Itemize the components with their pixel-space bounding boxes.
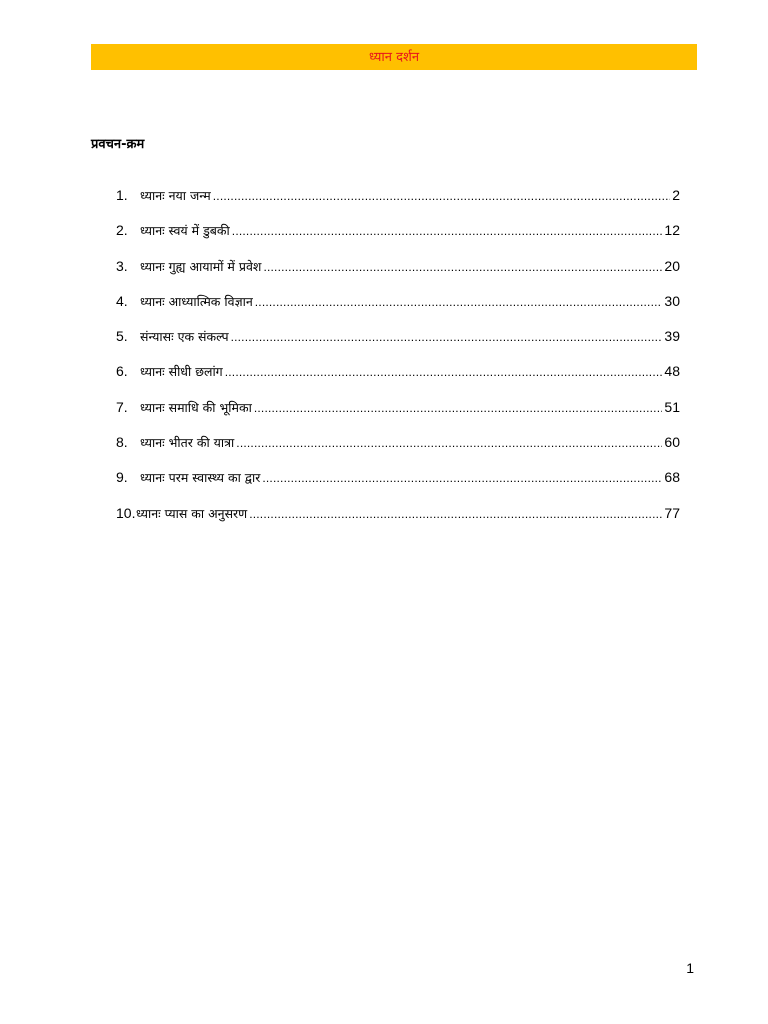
toc-entry-page: 51 [664,398,680,415]
toc-dot-leader [255,291,663,313]
document-title: ध्यान दर्शन [368,49,420,65]
page-number: 1 [686,960,694,976]
toc-entry-page: 68 [664,469,680,486]
toc-entry-number: 7. [116,398,128,415]
toc-dot-leader [231,326,663,348]
toc-entry[interactable] [116,219,680,254]
toc-entry-number: 8. [116,434,128,451]
toc-dot-leader [263,256,662,278]
toc-entry-title: ध्यानः गुह्य आयामों में प्रवेश [140,258,262,274]
toc-entry-title: संन्यासः एक संकल्प [140,329,229,345]
toc-dot-leader [213,185,670,207]
toc-entry-number: 3. [116,257,128,274]
toc-entry[interactable] [116,290,680,325]
toc-entry-number: 10. [116,504,136,521]
toc-entry-page: 30 [664,292,680,309]
toc-entry-page: 48 [664,363,680,380]
toc-entry-number: 2. [116,222,128,239]
toc-entry-title: ध्यानः स्वयं में डुबकी [140,223,230,239]
toc-entry-number: 5. [116,328,128,345]
toc-dot-leader [254,397,663,419]
toc-entry-page: 39 [664,328,680,345]
toc-entry-number: 4. [116,292,128,309]
toc-entry-title: ध्यानः नया जन्म [140,188,211,203]
toc-entry[interactable] [116,396,680,431]
toc-dot-leader [232,220,663,242]
table-of-contents [116,184,680,537]
toc-entry[interactable] [116,466,680,501]
toc-dot-leader [225,361,663,383]
toc-entry-title: ध्यानः आध्यात्मिक विज्ञान [140,293,253,309]
toc-dot-leader [236,432,662,454]
toc-entry[interactable] [116,325,680,360]
toc-dot-leader [249,503,662,525]
toc-entry[interactable] [116,184,680,219]
toc-entry[interactable] [116,360,680,395]
toc-entry-title: ध्यानः भीतर की यात्रा [140,435,235,451]
toc-entry-page: 20 [664,257,680,274]
toc-entry[interactable] [116,255,680,290]
toc-entry-number: 9. [116,469,128,486]
toc-dot-leader [262,467,662,489]
section-heading: प्रवचन-क्रम [91,137,145,152]
toc-entry-title: ध्यानः परम स्वास्थ्य का द्वार [140,470,261,486]
toc-entry-page: 60 [664,434,680,451]
toc-entry-number: 6. [116,363,128,380]
toc-entry-page: 77 [664,504,680,521]
header-bar [91,44,697,70]
toc-entry-page: 12 [664,222,680,239]
toc-entry-title: ध्यानः समाधि की भूमिका [140,399,252,415]
toc-entry[interactable] [116,431,680,466]
toc-entry-page: 2 [672,187,680,203]
toc-entry-number: 1. [116,187,128,203]
toc-entry-title: ध्यानः सीधी छलांग [140,364,223,380]
toc-entry-title: ध्यानः प्यास का अनुसरण [136,505,248,521]
toc-entry[interactable] [116,502,680,537]
